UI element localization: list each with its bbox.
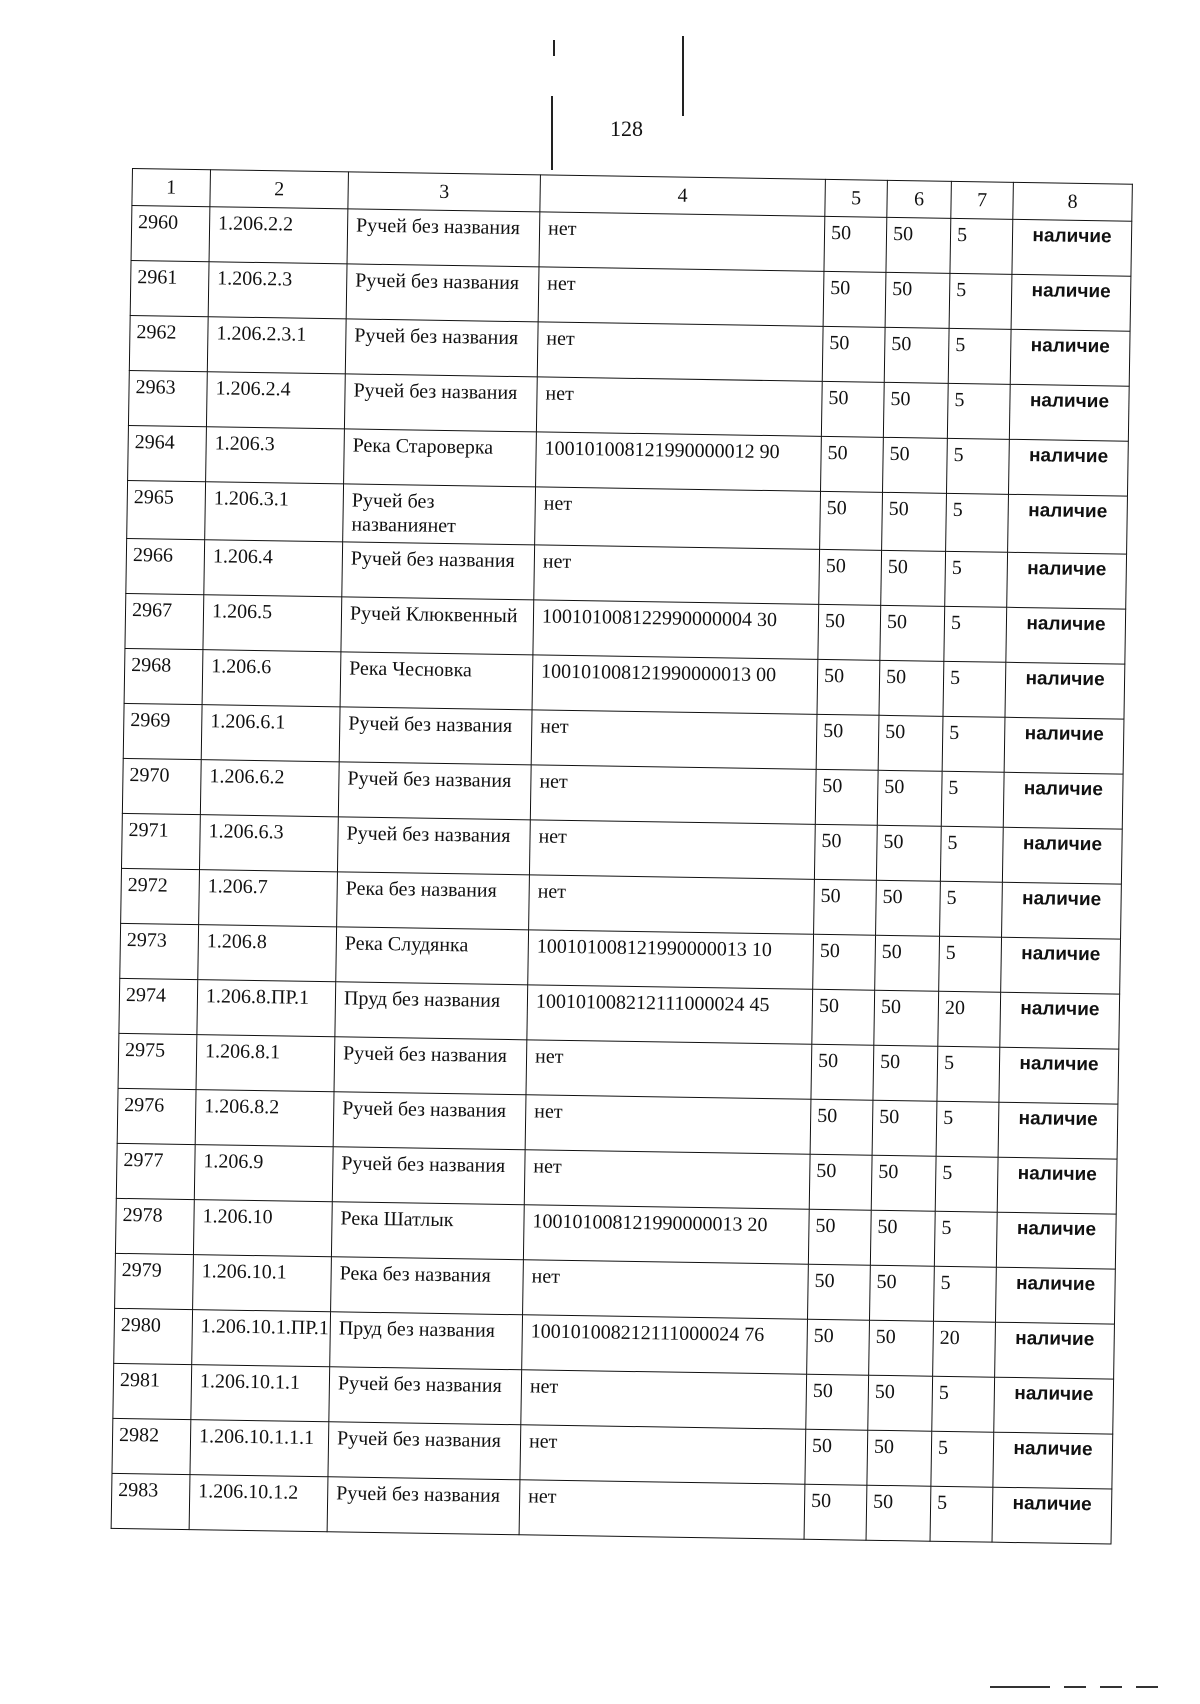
value-col-6-cell: 50	[876, 880, 941, 936]
value-col-5-cell: 50	[811, 1044, 874, 1100]
value-col-6-cell: 50	[874, 990, 939, 1046]
value-col-6-cell: 50	[871, 1155, 936, 1211]
value-col-6-cell: 50	[869, 1320, 934, 1376]
registry-code-cell: нет	[523, 1260, 809, 1319]
object-name-cell: Ручей без названия	[328, 1422, 521, 1480]
object-code-cell: 1.206.10	[193, 1199, 332, 1256]
registry-code-cell: нет	[535, 487, 821, 549]
row-number-cell: 2982	[112, 1418, 191, 1474]
row-number-cell: 2983	[111, 1473, 190, 1529]
value-col-6-cell: 50	[869, 1265, 934, 1321]
value-col-7-cell: 5	[930, 1486, 993, 1542]
row-number-cell: 2981	[113, 1363, 192, 1419]
value-col-6-cell: 50	[872, 1100, 937, 1156]
footer-marks	[990, 1686, 1180, 1688]
object-code-cell: 1.206.6.1	[201, 704, 340, 761]
registry-code-cell: нет	[536, 377, 822, 436]
row-number-cell: 2978	[115, 1198, 194, 1254]
status-cell: наличие	[1011, 274, 1131, 331]
status-cell: наличие	[992, 1487, 1112, 1544]
registry-code-cell: нет	[539, 212, 825, 271]
value-col-5-cell: 50	[805, 1429, 868, 1485]
object-name-cell: Ручей без названия	[347, 209, 540, 267]
value-col-6-cell: 50	[882, 492, 947, 551]
value-col-5-cell: 50	[817, 659, 880, 715]
object-name-cell: Ручей без названия	[332, 1147, 525, 1205]
registry-code-cell: нет	[534, 545, 820, 604]
registry-code-cell: нет	[529, 875, 815, 934]
object-name-cell: Ручей без названия	[337, 817, 530, 875]
registry-table-container	[111, 168, 1133, 1544]
value-col-6-cell: 50	[870, 1210, 935, 1266]
object-name-cell: Ручей без названия	[334, 1037, 527, 1095]
status-cell: наличие	[1010, 329, 1130, 386]
page-number: 128	[610, 116, 643, 141]
value-col-7-cell: 5	[944, 606, 1007, 662]
value-col-5-cell: 50	[814, 824, 877, 880]
column-header-3: 3	[348, 172, 541, 212]
registry-code-cell: 100101008121990000012 90	[536, 432, 822, 491]
value-col-5-cell: 50	[818, 604, 881, 660]
row-number-cell: 2961	[130, 260, 209, 316]
object-code-cell: 1.206.2.2	[209, 207, 348, 264]
value-col-6-cell: 50	[866, 1485, 931, 1541]
object-name-cell: Пруд без названия	[335, 982, 528, 1040]
value-col-7-cell: 5	[937, 1046, 1000, 1102]
row-number-cell: 2980	[114, 1308, 193, 1364]
scan-mark	[551, 96, 553, 170]
object-code-cell: 1.206.4	[204, 539, 343, 596]
value-col-5-cell: 50	[809, 1154, 872, 1210]
registry-code-cell: нет	[519, 1480, 805, 1539]
value-col-6-cell: 50	[877, 770, 942, 826]
value-col-5-cell: 50	[814, 879, 877, 935]
registry-code-cell: 100101008212111000024 45	[527, 985, 813, 1044]
registry-code-cell: 100101008122990000004 30	[533, 600, 819, 659]
object-code-cell: 1.206.2.4	[206, 372, 345, 429]
row-number-cell: 2964	[128, 425, 207, 481]
row-number-cell: 2968	[124, 648, 203, 704]
status-cell: наличие	[1004, 717, 1124, 774]
value-col-7-cell: 5	[931, 1431, 994, 1487]
status-cell: наличие	[998, 1102, 1118, 1159]
object-name-cell: Ручей без названия	[345, 319, 538, 377]
object-name-cell: Ручей без названия	[329, 1367, 522, 1425]
status-cell: наличие	[1003, 772, 1123, 829]
column-header-8: 8	[1013, 182, 1133, 221]
value-col-7-cell: 5	[947, 383, 1010, 439]
value-col-6-cell: 50	[883, 382, 948, 438]
value-col-5-cell: 50	[824, 216, 887, 272]
object-name-cell: Ручей без названия	[339, 707, 532, 765]
object-name-cell: Ручей без названия	[344, 374, 537, 432]
object-code-cell: 1.206.10.1.2	[189, 1474, 328, 1531]
object-code-cell: 1.206.6.3	[199, 814, 338, 871]
object-name-cell: Ручей без названиянет	[343, 484, 536, 545]
value-col-7-cell: 20	[933, 1321, 996, 1377]
row-number-cell: 2963	[128, 370, 207, 426]
registry-code-cell: нет	[526, 1040, 812, 1099]
status-cell: наличие	[1002, 827, 1122, 884]
row-number-cell: 2976	[117, 1088, 196, 1144]
row-number-cell: 2966	[126, 538, 205, 594]
value-col-6-cell: 50	[875, 935, 940, 991]
object-code-cell: 1.206.6	[202, 649, 341, 706]
table-body	[111, 206, 1132, 1544]
registry-code-cell: нет	[538, 267, 824, 326]
status-cell: наличие	[996, 1212, 1116, 1269]
registry-code-cell: 100101008121990000013 00	[532, 655, 818, 714]
value-col-7-cell: 5	[948, 328, 1011, 384]
scan-mark	[553, 40, 555, 56]
scan-mark	[682, 36, 684, 116]
object-code-cell: 1.206.8	[198, 924, 337, 981]
object-name-cell: Река без названия	[331, 1257, 524, 1315]
column-header-1: 1	[132, 169, 211, 207]
value-col-5-cell: 50	[823, 271, 886, 327]
value-col-7-cell: 5	[940, 881, 1003, 937]
value-col-6-cell: 50	[886, 217, 951, 273]
row-number-cell: 2962	[129, 315, 208, 371]
status-cell: наличие	[993, 1432, 1113, 1489]
row-number-cell: 2973	[120, 923, 199, 979]
status-cell: наличие	[1006, 607, 1126, 664]
value-col-5-cell: 50	[820, 491, 883, 550]
status-cell: наличие	[1012, 219, 1132, 276]
row-number-cell: 2975	[118, 1033, 197, 1089]
object-name-cell: Река Слудянка	[336, 927, 529, 985]
status-cell: наличие	[1009, 384, 1129, 441]
value-col-7-cell: 5	[939, 936, 1002, 992]
column-header-7: 7	[951, 181, 1014, 219]
object-name-cell: Ручей без названия	[333, 1092, 526, 1150]
value-col-6-cell: 50	[867, 1430, 932, 1486]
object-code-cell: 1.206.5	[203, 594, 342, 651]
object-name-cell: Ручей Клюквенный	[341, 597, 534, 655]
object-code-cell: 1.206.8.2	[195, 1089, 334, 1146]
object-name-cell: Ручей без названия	[338, 762, 531, 820]
value-col-6-cell: 50	[882, 437, 947, 493]
status-cell: наличие	[1007, 552, 1127, 609]
object-code-cell: 1.206.7	[199, 869, 338, 926]
status-cell: наличие	[1001, 937, 1121, 994]
value-col-5-cell: 50	[812, 989, 875, 1045]
value-col-6-cell: 50	[876, 825, 941, 881]
value-col-6-cell: 50	[879, 660, 944, 716]
object-code-cell: 1.206.6.2	[200, 759, 339, 816]
row-number-cell: 2977	[116, 1143, 195, 1199]
value-col-7-cell: 5	[933, 1266, 996, 1322]
object-name-cell: Река Чесновка	[340, 652, 533, 710]
value-col-6-cell: 50	[873, 1045, 938, 1101]
value-col-5-cell: 50	[808, 1264, 871, 1320]
value-col-7-cell: 5	[946, 438, 1009, 494]
status-cell: наличие	[1005, 662, 1125, 719]
value-col-6-cell: 50	[880, 605, 945, 661]
status-cell: наличие	[1002, 882, 1122, 939]
value-col-6-cell: 50	[885, 272, 950, 328]
value-col-5-cell: 50	[821, 436, 884, 492]
object-code-cell: 1.206.10.1	[193, 1254, 332, 1311]
status-cell: наличие	[995, 1322, 1115, 1379]
object-code-cell: 1.206.2.3	[208, 262, 347, 319]
object-name-cell: Пруд без названия	[330, 1312, 523, 1370]
object-code-cell: 1.206.3	[206, 427, 345, 484]
status-cell: наличие	[995, 1267, 1115, 1324]
value-col-7-cell: 5	[936, 1101, 999, 1157]
registry-code-cell: нет	[531, 710, 817, 769]
registry-code-cell: 100101008212111000024 76	[522, 1315, 808, 1374]
object-code-cell: 1.206.10.1.1.1	[190, 1419, 329, 1476]
registry-code-cell: 100101008121990000013 20	[523, 1205, 809, 1264]
status-cell: наличие	[1000, 992, 1120, 1049]
row-number-cell: 2979	[115, 1253, 194, 1309]
registry-code-cell: нет	[529, 820, 815, 879]
value-col-7-cell: 5	[942, 716, 1005, 772]
object-code-cell: 1.206.10.1.1	[191, 1364, 330, 1421]
status-cell: наличие	[1008, 494, 1128, 554]
registry-table	[111, 168, 1133, 1544]
value-col-5-cell: 50	[815, 769, 878, 825]
registry-code-cell: нет	[530, 765, 816, 824]
row-number-cell: 2972	[121, 868, 200, 924]
value-col-6-cell: 50	[881, 550, 946, 606]
value-col-5-cell: 50	[807, 1319, 870, 1375]
column-header-6: 6	[887, 180, 952, 218]
object-code-cell: 1.206.8.1	[196, 1034, 335, 1091]
value-col-7-cell: 20	[938, 991, 1001, 1047]
registry-code-cell: 100101008121990000013 10	[528, 930, 814, 989]
row-number-cell: 2965	[127, 480, 206, 539]
status-cell: наличие	[997, 1157, 1117, 1214]
registry-code-cell: нет	[525, 1095, 811, 1154]
column-header-5: 5	[825, 179, 888, 217]
value-col-7-cell: 5	[932, 1376, 995, 1432]
value-col-7-cell: 5	[941, 771, 1004, 827]
object-name-cell: Ручей без названия	[346, 264, 539, 322]
row-number-cell: 2967	[125, 593, 204, 649]
registry-code-cell: нет	[520, 1425, 806, 1484]
value-col-5-cell: 50	[816, 714, 879, 770]
value-col-6-cell: 50	[878, 715, 943, 771]
status-cell: наличие	[1008, 439, 1128, 496]
value-col-7-cell: 5	[935, 1156, 998, 1212]
object-name-cell: Ручей без названия	[327, 1477, 520, 1535]
value-col-7-cell: 5	[949, 273, 1012, 329]
object-code-cell: 1.206.3.1	[205, 482, 344, 542]
value-col-7-cell: 5	[940, 826, 1003, 882]
row-number-cell: 2960	[131, 206, 210, 262]
value-col-5-cell: 50	[806, 1374, 869, 1430]
value-col-7-cell: 5	[943, 661, 1006, 717]
status-cell: наличие	[994, 1377, 1114, 1434]
row-number-cell: 2970	[122, 758, 201, 814]
value-col-7-cell: 5	[950, 218, 1013, 274]
value-col-5-cell: 50	[808, 1209, 871, 1265]
object-name-cell: Ручей без названия	[342, 542, 535, 600]
column-header-4: 4	[540, 175, 826, 216]
value-col-5-cell: 50	[813, 934, 876, 990]
object-code-cell: 1.206.9	[194, 1144, 333, 1201]
value-col-5-cell: 50	[821, 381, 884, 437]
object-code-cell: 1.206.2.3.1	[207, 317, 346, 374]
registry-code-cell: нет	[524, 1150, 810, 1209]
registry-code-cell: нет	[521, 1370, 807, 1429]
value-col-5-cell: 50	[804, 1484, 867, 1540]
row-number-cell: 2969	[123, 703, 202, 759]
object-name-cell: Река без названия	[337, 872, 530, 930]
object-code-cell: 1.206.8.ПР.1	[197, 979, 336, 1036]
value-col-5-cell: 50	[810, 1099, 873, 1155]
value-col-6-cell: 50	[868, 1375, 933, 1431]
status-cell: наличие	[999, 1047, 1119, 1104]
registry-code-cell: нет	[537, 322, 823, 381]
row-number-cell: 2971	[122, 813, 201, 869]
value-col-5-cell: 50	[822, 326, 885, 382]
column-header-2: 2	[210, 170, 349, 209]
object-code-cell: 1.206.10.1.ПР.1	[192, 1309, 331, 1366]
value-col-7-cell: 5	[946, 493, 1009, 552]
object-name-cell: Река Староверка	[344, 429, 537, 487]
row-number-cell: 2974	[119, 978, 198, 1034]
value-col-7-cell: 5	[934, 1211, 997, 1267]
value-col-7-cell: 5	[945, 551, 1008, 607]
object-name-cell: Река Шатлык	[331, 1202, 524, 1260]
value-col-5-cell: 50	[819, 549, 882, 605]
value-col-6-cell: 50	[884, 327, 949, 383]
